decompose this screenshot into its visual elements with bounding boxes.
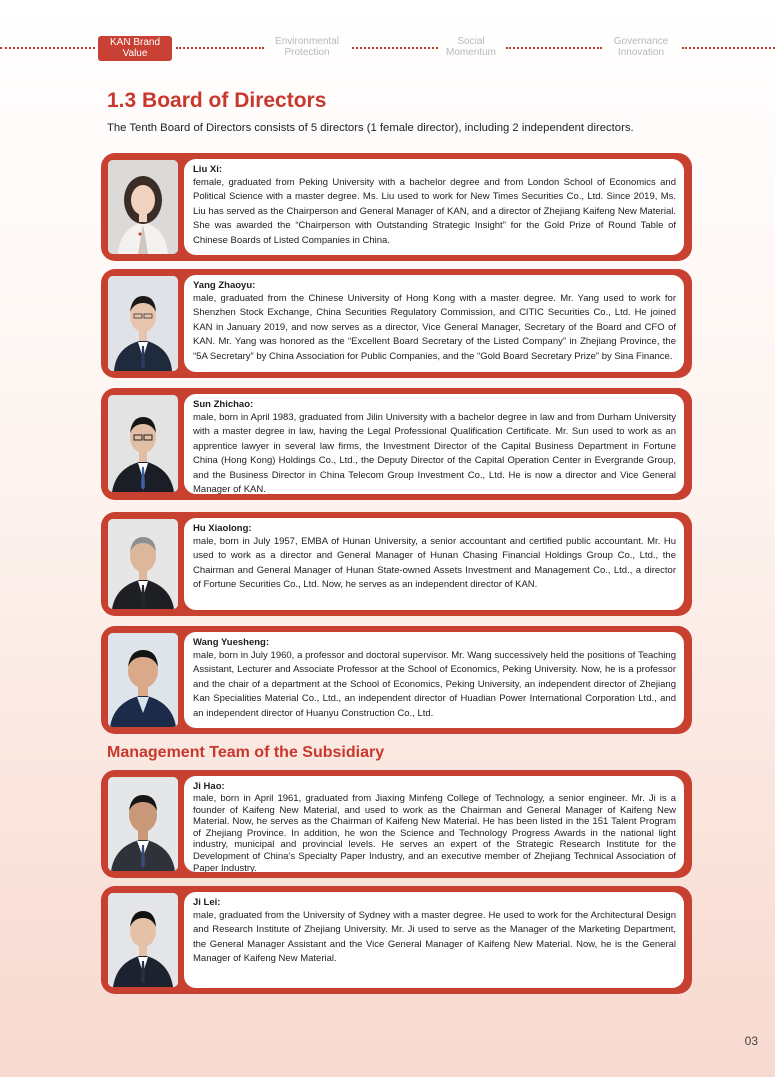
management-photo — [108, 893, 178, 987]
director-bio-text: male, born in July 1960, a professor and doctoral supervisor. Mr. Wang successively held the positions of Teaching Assistant, Lecturer and Associate Professor at the School of Economics, Peking University. Now, he is a professor and the chair of a department at the School of Economics, Peking University, an independent director of Zhejiang Kan Specialities Material Co., Ltd., an independent director of Huadian Power International Corporation Ltd., and an independent director of Huanyu Construction Co., Ltd. — [193, 650, 676, 719]
tab-label: KAN Brand — [109, 37, 161, 48]
tab-label: Value — [122, 48, 148, 59]
director-photo — [108, 633, 178, 727]
director-photo — [108, 160, 178, 254]
director-card — [101, 269, 692, 378]
management-bio-text: male, born in April 1961, graduated from Jiaxing Minfeng College of Technology, a senior engineer. Mr. Ji is a founder of Kaifeng New Material, and used to work as the Chairman and General Manager of Kaifeng New Material. Now, he serves as the Chairman of Kaifeng New Material. He has been listed in the 151 Talent Program of Zhejiang Province. In addition, he won the Science and Technology Progress Awards in the national light industry, municipal and provincial levels. He serves an expert of the Strategic Research Institute for the Development of China’s Specialty Paper Industry, and an executive member of Zhejiang Technical Association of Paper Industry. — [193, 793, 676, 872]
director-card — [101, 512, 692, 616]
tab-kan-brand-value[interactable] — [98, 36, 172, 61]
director-bio — [184, 394, 684, 494]
director-card — [101, 388, 692, 500]
director-bio — [184, 159, 684, 255]
tab-label: Momentum — [445, 47, 496, 58]
management-bio — [184, 892, 684, 988]
page-title: 1.3 Board of Directors — [107, 89, 327, 112]
director-bio-text: male, born in July 1957, EMBA of Hunan University, a senior accountant and certified public accountant. Mr. Hu used to work as a director and General Manager of Hunan Chasing Financial Holdings Group Co., Ltd., the Chairman and General Manager of Hunan State-owned Assets Investment and Management Co., Ltd., a director of Fortune Securities Co., Ltd. Now, he serves as an independent director of KAN. — [193, 536, 676, 591]
management-bio — [184, 776, 684, 872]
director-bio-text: female, graduated from Peking University with a bachelor degree and from London School of Economics and Political Science with a master degree. Ms. Liu used to work for New Times Securities Co., Ltd. Since 2019, Ms. Liu has served as the Chairperson and General Manager of KAN, and a director of Zhejiang Kaifeng New Material. She was awarded the “Chairperson with Outstanding Strategic Insight” for the Gold Prize of Round Table of Chinese Boards of Listed Companies in China. — [193, 177, 676, 246]
director-photo — [108, 519, 178, 609]
director-bio — [184, 518, 684, 610]
director-bio — [184, 632, 684, 728]
management-bio-text: male, graduated from the University of Sydney with a master degree. He used to work for the Architectural Design and Research Institute of Zhejiang University. Mr. Ji used to serve as the Manager of the Marketing Department, the General Manager Assistant and the Vice General Manager of Kaifeng New Material. Now, he is the General Manager of Kaifeng New Material. — [193, 910, 676, 965]
page-number: 03 — [744, 1034, 758, 1048]
tab-label: Social — [457, 36, 485, 47]
nav-divider — [0, 47, 95, 49]
intro-text: The Tenth Board of Directors consists of 5 directors (1 female director), including 2 independent directors. — [107, 122, 634, 134]
tab-environmental-protection[interactable] — [266, 36, 348, 58]
management-heading: Management Team of the Subsidiary — [107, 744, 385, 761]
director-card — [101, 626, 692, 734]
director-photo — [108, 395, 178, 492]
management-name: Ji Lei: — [193, 897, 221, 908]
section-nav — [0, 36, 775, 60]
management-card — [101, 770, 692, 878]
tab-governance-innovation[interactable] — [604, 36, 678, 58]
director-photo — [108, 276, 178, 371]
director-name: Liu Xi: — [193, 164, 223, 175]
tab-label: Governance — [613, 36, 669, 47]
director-name: Hu Xiaolong: — [193, 523, 252, 534]
nav-divider — [506, 47, 602, 49]
director-bio — [184, 275, 684, 372]
tab-label: Innovation — [617, 47, 665, 58]
nav-divider — [682, 47, 775, 49]
director-name: Sun Zhichao: — [193, 399, 254, 410]
director-name: Wang Yuesheng: — [193, 637, 270, 648]
tab-label: Environmental — [275, 36, 339, 47]
nav-divider — [352, 47, 438, 49]
director-card — [101, 153, 692, 261]
tab-label: Protection — [284, 47, 330, 58]
management-photo — [108, 777, 178, 871]
management-name: Ji Hao: — [193, 781, 225, 792]
director-bio-text: male, graduated from the Chinese University of Hong Kong with a master degree. Mr. Yang used to work for Shenzhen Stock Exchange, China Securities Regulatory Commission, and CITIC Securities Co., Ltd. He joined KAN in January 2019, and now serves as a director, Vice General Manager, Secretary of the Board and CFO of KAN. Mr. Yang was honored as the “Excellent Board Secretary of the Listed Company” in Zhejiang Province, the “5A Secretary” by China Association for Public Companies, and the “Gold Board Secretary Prize” by Sina Finance. — [193, 293, 676, 362]
director-name: Yang Zhaoyu: — [193, 280, 256, 291]
nav-divider — [176, 47, 264, 49]
director-bio-text: male, born in April 1983, graduated from Jilin University with a bachelor degree in law and from Durham University with a master degree in law, having the Legal Professional Qualification Certificate. Mr. Sun used to work as an apprentice lawyer in several law firms, the Investment Director of the Capital Business Department in Fortune China (Hong Kong) Holdings Co., Ltd., the Deputy Director of the Capital Operation Center in Evergrande Group, and the Business Director in China Telecom Group Investment Co., Ltd. He is now a director and Vice General Manager of KAN. — [193, 412, 676, 494]
tab-social-momentum[interactable] — [440, 36, 502, 58]
management-card — [101, 886, 692, 994]
